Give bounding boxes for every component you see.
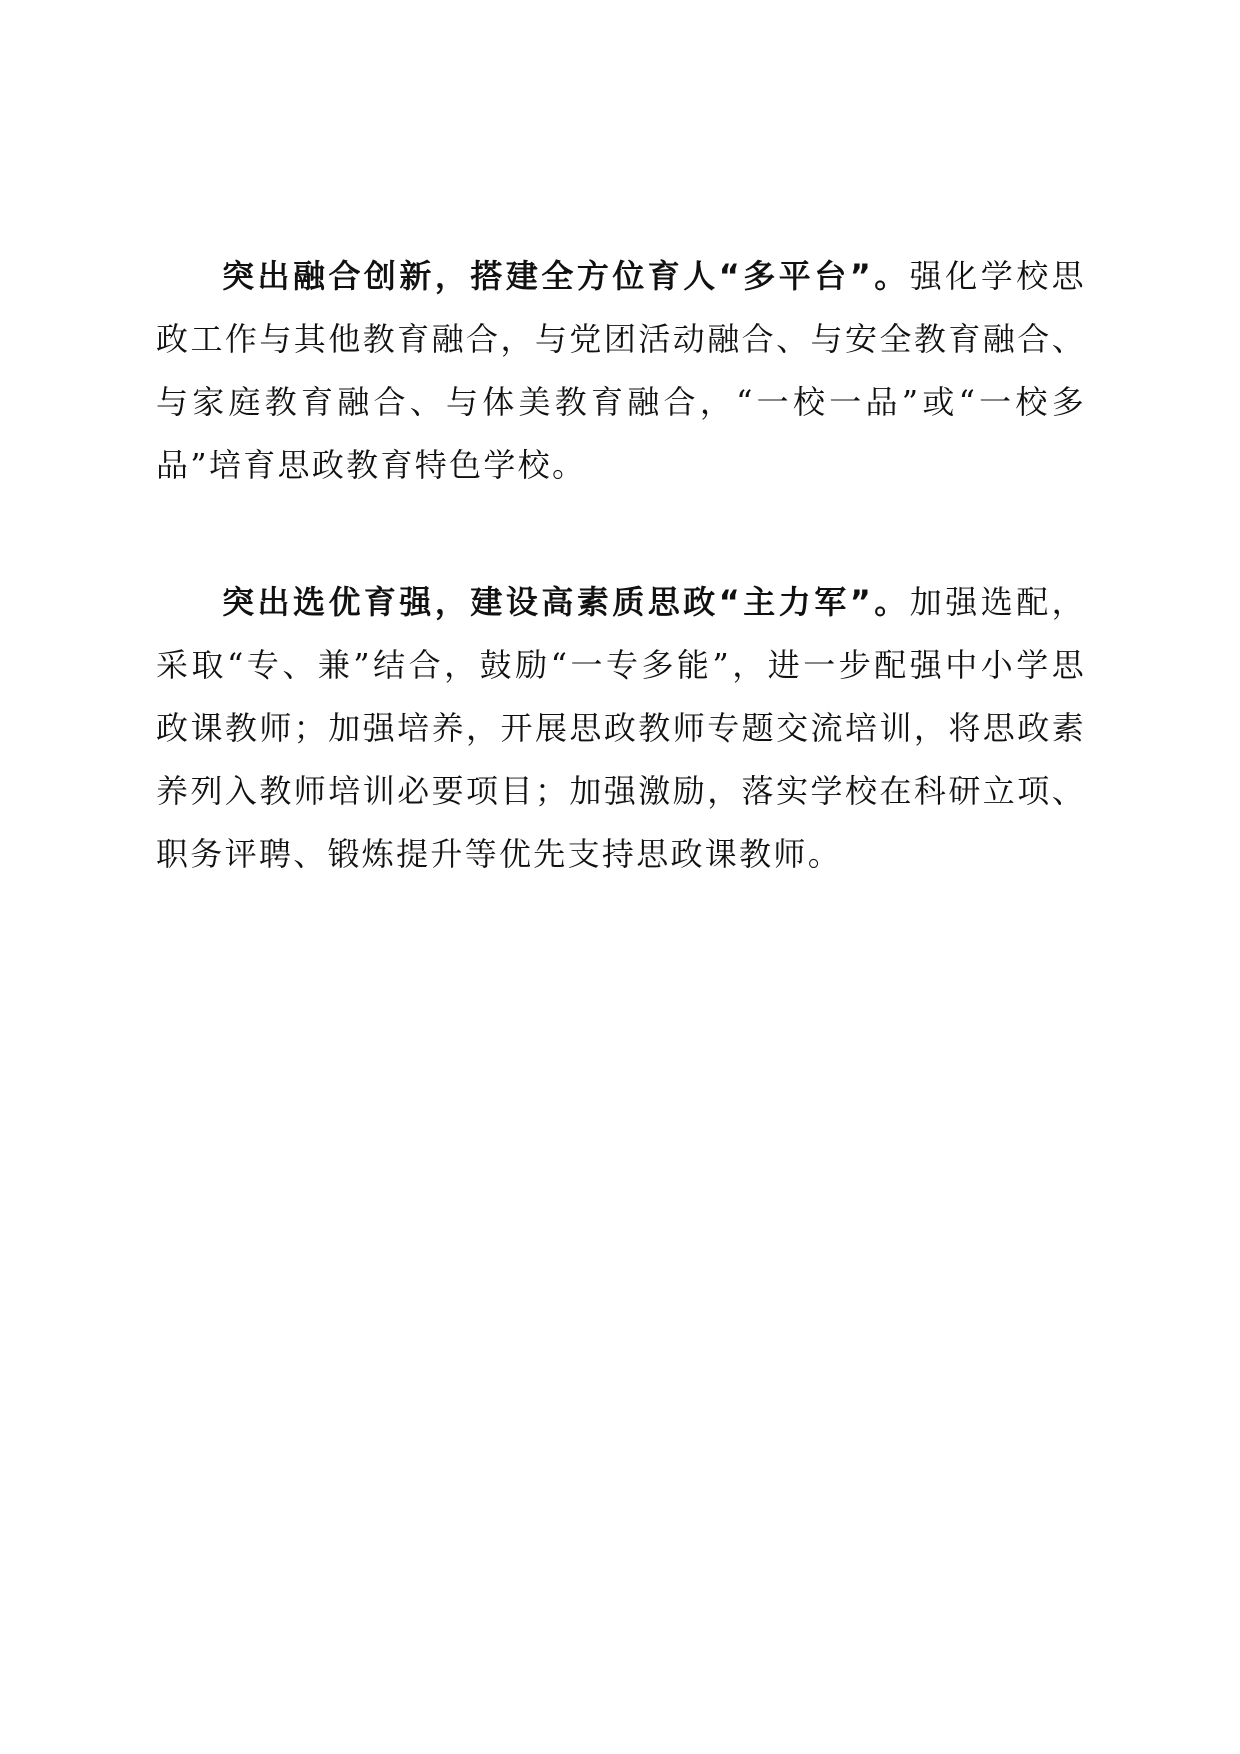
paragraph-lead: 突出选优育强，建设高素质思政“主力军”。: [222, 583, 910, 621]
paragraph-fusion-innovation: [156, 245, 1086, 497]
paragraph-body: 强化学校思政工作与其他教育融合，与党团活动融合、与安全教育融合、与家庭教育融合、与体美教育融合，“一校一品”或“一校多品”培育思政教育特色学校。: [156, 257, 1086, 484]
paragraph-teacher-team: [156, 571, 1086, 886]
paragraph-body: 加强选配，采取“专、兼”结合，鼓励“一专多能”，进一步配强中小学思政课教师；加强培养，开展思政教师专题交流培训，将思政素养列入教师培训必要项目；加强激励，落实学校在科研立项、职务评聘、锻炼提升等优先支持思政课教师。: [156, 583, 1086, 873]
paragraph-lead: 突出融合创新，搭建全方位育人“多平台”。: [222, 257, 910, 295]
